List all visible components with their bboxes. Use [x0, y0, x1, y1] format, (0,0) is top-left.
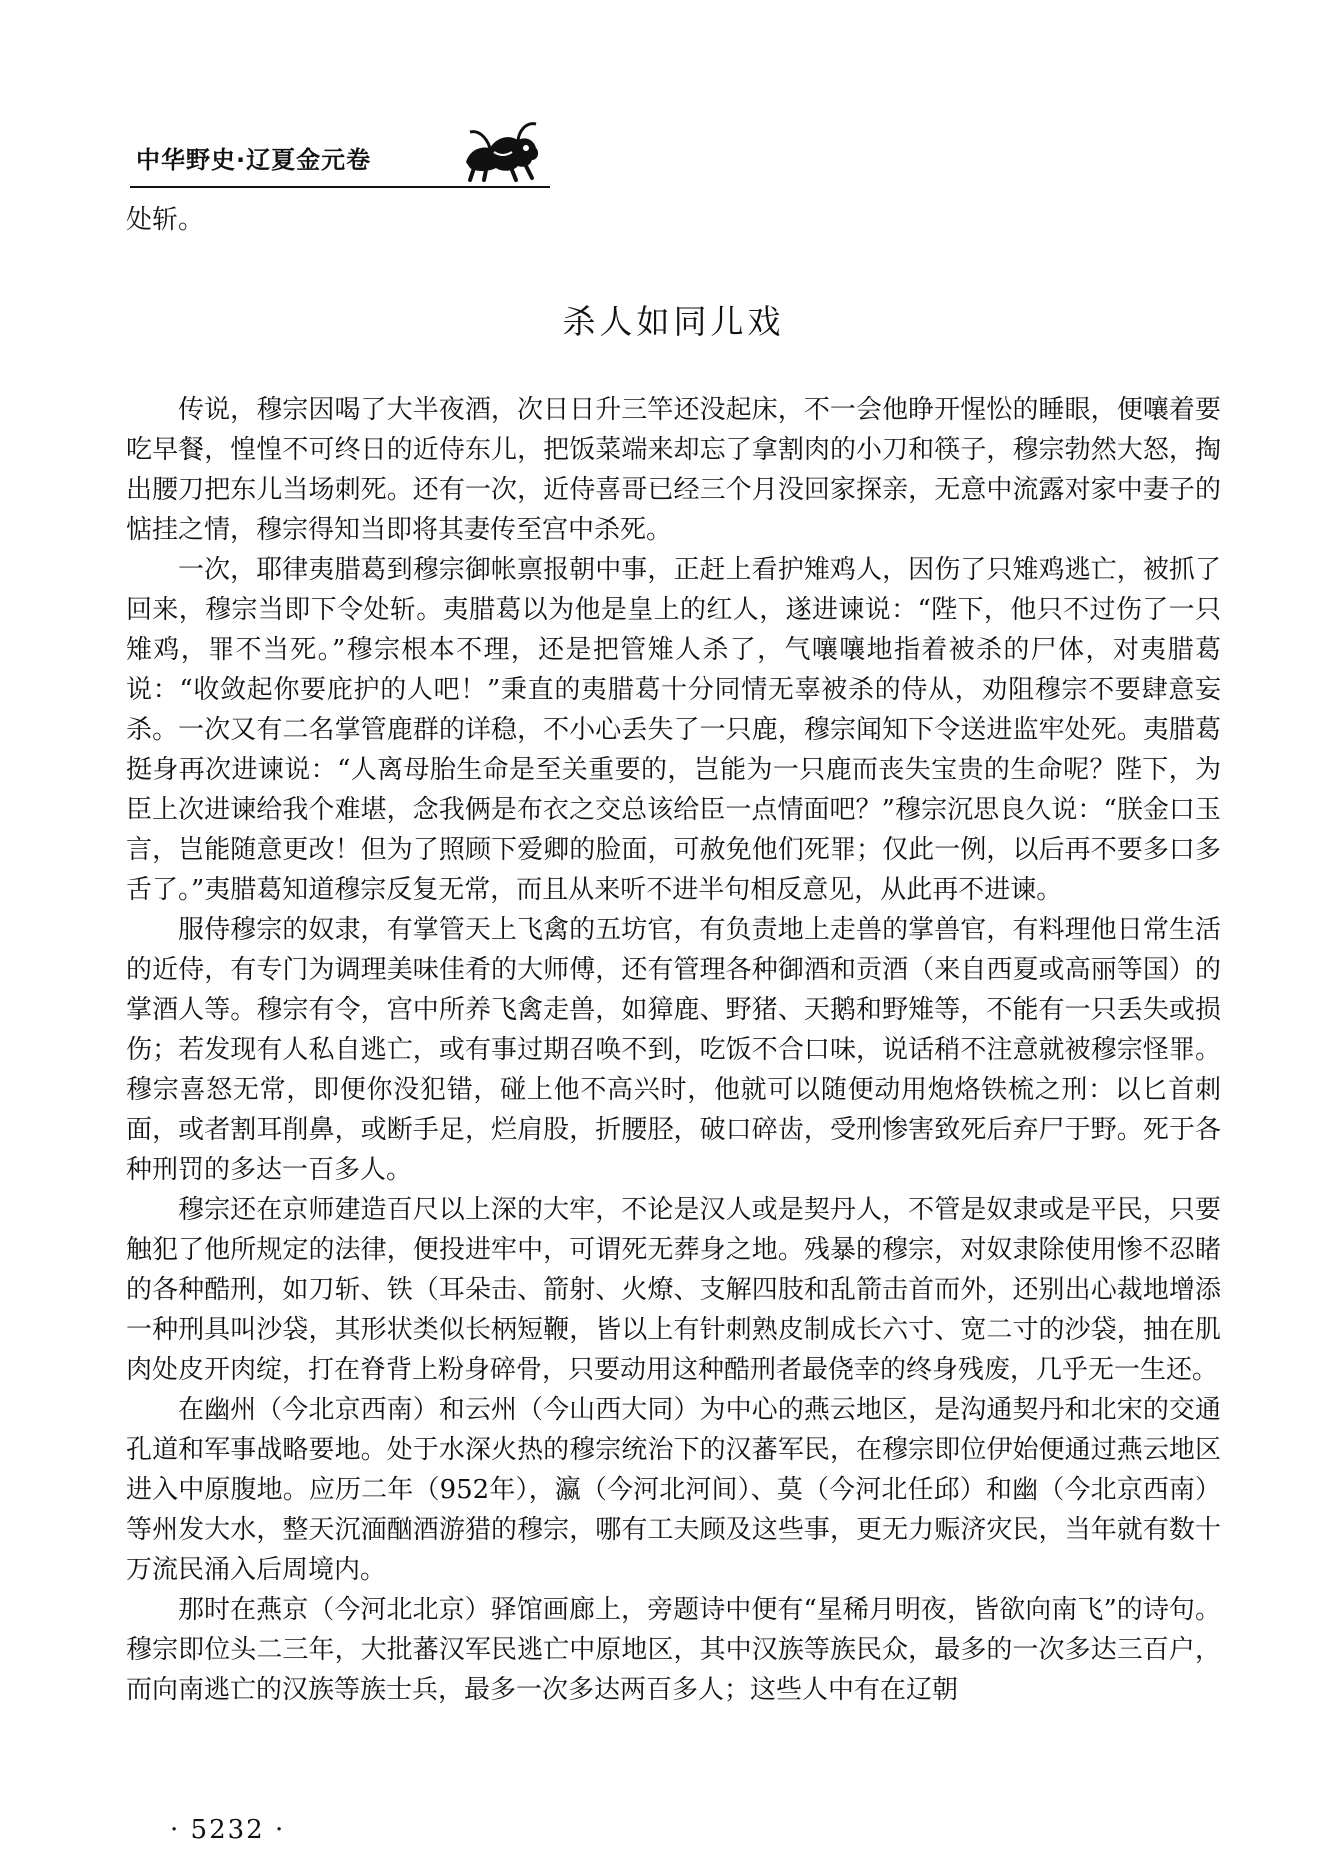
paragraph: 传说，穆宗因喝了大半夜酒，次日日升三竿还没起床，不一会他睁开惺忪的睡眼，便嚷着要吃早餐，惶惶不可终日的近侍东儿，把饭菜端来却忘了拿割肉的小刀和筷子，穆宗勃然大怒，掏出腰刀把东儿当场刺死。还有一次，近侍喜哥已经三个月没回家探亲，无意中流露对家中妻子的惦挂之情，穆宗得知当即将其妻传至宫中杀死。: [126, 395, 1221, 545]
running-header: [130, 110, 550, 188]
continuation-text: 处斩。: [126, 205, 205, 235]
paragraph: 那时在燕京（今河北北京）驿馆画廊上，旁题诗中便有“星稀月明夜，皆欲向南飞”的诗句。穆宗即位头二三年，大批蕃汉军民逃亡中原地区，其中汉族等族民众，最多的一次多达三百户，而向南逃亡的汉族等族士兵，最多一次多达两百多人；这些人中有在辽朝: [126, 1595, 1221, 1705]
dragon-beast-icon: [460, 116, 544, 182]
section-heading: 杀人如同儿戏: [562, 302, 785, 341]
book-title: 中华野史·辽夏金元卷: [136, 146, 372, 174]
paragraph: 在幽州（今北京西南）和云州（今山西大同）为中心的燕云地区，是沟通契丹和北宋的交通孔道和军事战略要地。处于水深火热的穆宗统治下的汉蕃军民，在穆宗即位伊始便通过燕云地区进入中原腹地。应历二年（952年），瀛（今河北河间）、莫（今河北任邱）和幽（今北京西南）等州发大水，整天沉湎酗酒游猎的穆宗，哪有工夫顾及这些事，更无力赈济灾民，当年就有数十万流民涌入后周境内。: [126, 1395, 1221, 1585]
page-body: [126, 200, 1221, 1710]
paragraph: 穆宗还在京师建造百尺以上深的大牢，不论是汉人或是契丹人，不管是奴隶或是平民，只要触犯了他所规定的法律，便投进牢中，可谓死无葬身之地。残暴的穆宗，对奴隶除使用惨不忍睹的各种酷刑，如刀斩、铁（耳朵击、箭射、火燎、支解四肢和乱箭击首而外，还别出心裁地增添一种刑具叫沙袋，其形状类似长柄短鞭，皆以上有针刺熟皮制成长六寸、宽二寸的沙袋，抽在肌肉处皮开肉绽，打在脊背上粉身碎骨，只要动用这种酷刑者最侥幸的终身残废，几乎无一生还。: [126, 1195, 1221, 1385]
paragraph: 服侍穆宗的奴隶，有掌管天上飞禽的五坊官，有负责地上走兽的掌兽官，有料理他日常生活的近侍，有专门为调理美味佳肴的大师傅，还有管理各种御酒和贡酒（来自西夏或高丽等国）的掌酒人等。穆宗有令，宫中所养飞禽走兽，如獐鹿、野猪、天鹅和野雉等，不能有一只丢失或损伤；若发现有人私自逃亡，或有事过期召唤不到，吃饭不合口味，说话稍不注意就被穆宗怪罪。穆宗喜怒无常，即便你没犯错，碰上他不高兴时，他就可以随便动用炮烙铁梳之刑：以匕首刺面，或者割耳削鼻，或断手足，烂肩股，折腰胫，破口碎齿，受刑惨害致死后弃尸于野。死于各种刑罚的多达一百多人。: [126, 915, 1221, 1185]
page-number: · 5232 ·: [170, 1815, 286, 1845]
paragraph: 一次，耶律夷腊葛到穆宗御帐禀报朝中事，正赶上看护雉鸡人，因伤了只雉鸡逃亡，被抓了回来，穆宗当即下令处斩。夷腊葛以为他是皇上的红人，遂进谏说：“陛下，他只不过伤了一只雉鸡，罪不当死。”穆宗根本不理，还是把管雉人杀了，气嚷嚷地指着被杀的尸体，对夷腊葛说：“收敛起你要庇护的人吧！”秉直的夷腊葛十分同情无辜被杀的侍从，劝阻穆宗不要肆意妄杀。一次又有二名掌管鹿群的详稳，不小心丢失了一只鹿，穆宗闻知下令送进监牢处死。夷腊葛挺身再次进谏说：“人离母胎生命是至关重要的，岂能为一只鹿而丧失宝贵的生命呢？陛下，为臣上次进谏给我个难堪，念我俩是布衣之交总该给臣一点情面吧？”穆宗沉思良久说：“朕金口玉言，岂能随意更改！但为了照顾下爱卿的脸面，可赦免他们死罪；仅此一例，以后再不要多口多舌了。”夷腊葛知道穆宗反复无常，而且从来听不进半句相反意见，从此再不进谏。: [126, 555, 1221, 905]
